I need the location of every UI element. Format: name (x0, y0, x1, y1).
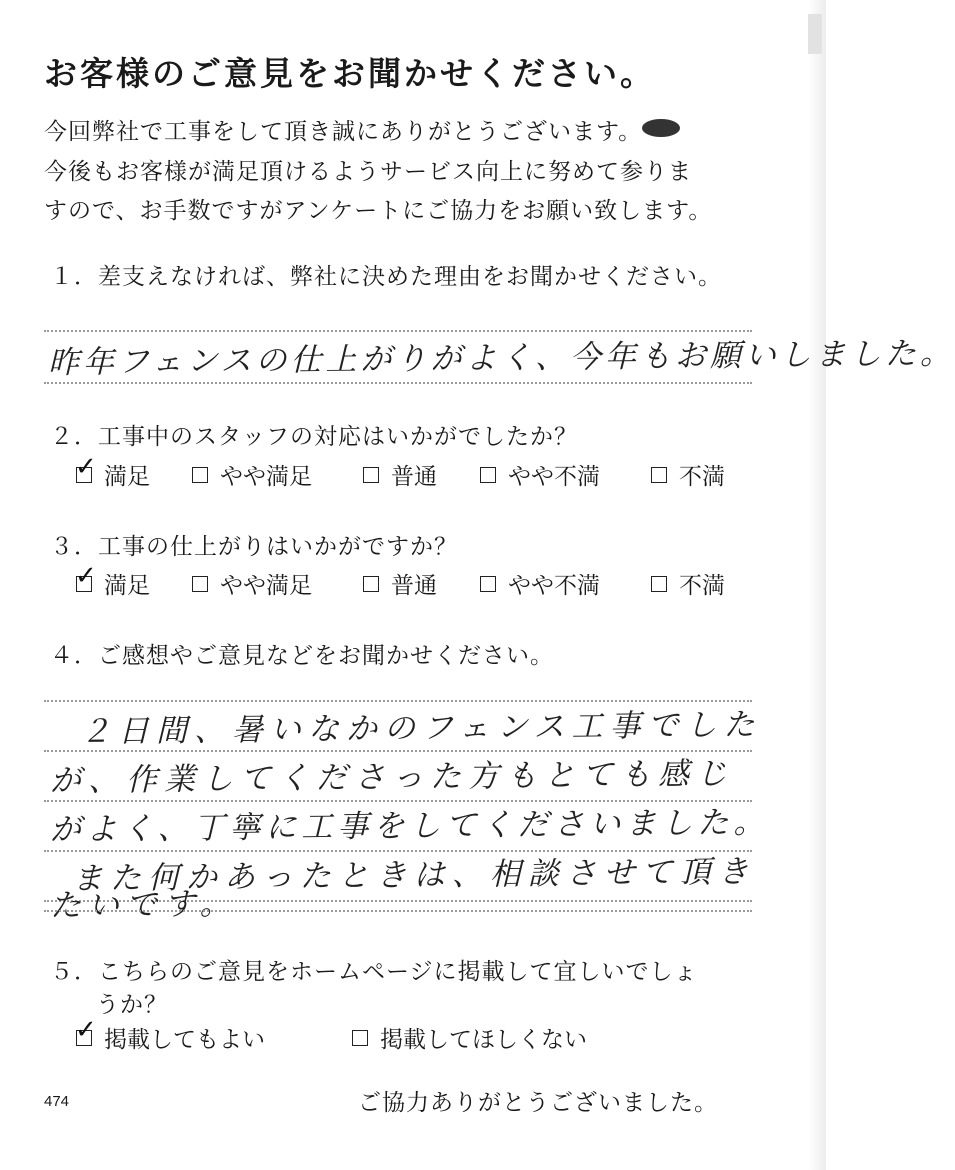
checkbox[interactable] (363, 467, 379, 483)
option-label: 不満 (679, 573, 725, 599)
question-4: ４．ご感想やご意見などをお聞かせください。 (50, 643, 554, 669)
checkbox[interactable] (192, 576, 208, 592)
page-number: 474 (44, 1093, 70, 1110)
scan-edge (808, 0, 826, 1170)
intro-line-1: 今回弊社で工事をして頂き誠にありがとうございます。 (44, 119, 643, 145)
option-label: 満足 (104, 573, 150, 599)
q3-option-neutral[interactable] (363, 567, 437, 600)
q2-option-satisfied[interactable] (75, 451, 150, 491)
q2-option-somewhat-dissatisfied[interactable] (480, 458, 600, 491)
q4-answer-line-5: たいです。 (49, 886, 238, 924)
checkbox[interactable] (651, 576, 667, 592)
checkbox[interactable] (363, 576, 379, 592)
q4-answer-line-4: また何かあったときは、相談させて頂き (71, 853, 756, 897)
intro-line-3: すので、お手数ですがアンケートにご協力をお願い致します。 (44, 198, 713, 224)
check-mark-icon: ✓ (75, 1014, 97, 1045)
option-label: 掲載してもよい (104, 1027, 265, 1053)
checkbox[interactable] (480, 576, 496, 592)
q4-answer-line-1: ２日間、暑いなかのフェンス工事でした (79, 706, 762, 750)
checkbox[interactable] (352, 1030, 368, 1046)
option-label: 不満 (679, 464, 725, 490)
closing-thanks: ご協力ありがとうございました。 (358, 1090, 718, 1116)
checkbox[interactable] (480, 467, 496, 483)
q3-option-somewhat-dissatisfied[interactable] (480, 567, 600, 600)
q4-answer-line-2: が、作業してくださった方もとても感じ (49, 755, 735, 799)
q3-option-dissatisfied[interactable] (651, 567, 725, 600)
checkbox[interactable] (75, 451, 97, 483)
checkbox[interactable] (192, 467, 208, 483)
question-3: ３．工事の仕上がりはいかがですか？ (50, 534, 458, 560)
question-2: ２．工事中のスタッフの対応はいかがでしたか？ (50, 424, 578, 450)
option-label: やや満足 (220, 573, 312, 599)
option-label: 普通 (391, 464, 437, 490)
question-5-line-2: うか？ (96, 992, 168, 1018)
dotted-rule (44, 910, 752, 912)
option-label: 掲載してほしくない (380, 1027, 587, 1053)
scan-mark (808, 14, 822, 54)
q5-option-ok-to-publish[interactable] (75, 1014, 265, 1054)
check-mark-icon: ✓ (75, 451, 97, 482)
option-label: やや満足 (220, 464, 312, 490)
option-label: やや不満 (508, 464, 600, 490)
dotted-rule (44, 382, 752, 384)
q2-option-dissatisfied[interactable] (651, 458, 725, 491)
intro-line-2: 今後もお客様が満足頂けるようサービス向上に努めて参りま (44, 159, 692, 185)
question-5-line-1: ５．こちらのご意見をホームページに掲載して宜しいでしょ (50, 959, 698, 985)
q1-handwritten-answer: 昨年フェンスの仕上がりがよく、今年もお願いしました。 (47, 335, 955, 381)
q3-option-satisfied[interactable] (75, 560, 150, 600)
q3-option-somewhat-satisfied[interactable] (192, 567, 312, 600)
option-label: 普通 (391, 573, 437, 599)
q2-option-somewhat-satisfied[interactable] (192, 458, 312, 491)
check-mark-icon: ✓ (75, 560, 97, 591)
checkbox[interactable] (651, 467, 667, 483)
page-title: お客様のご意見をお聞かせください。 (44, 54, 656, 93)
option-label: 満足 (104, 464, 150, 490)
question-1: １．差支えなければ、弊社に決めた理由をお聞かせください。 (50, 264, 722, 290)
checkbox[interactable] (75, 560, 97, 592)
checkbox[interactable] (75, 1014, 97, 1046)
q2-option-neutral[interactable] (363, 458, 437, 491)
q4-answer-line-3: がよく、丁寧に工事をしてくださいました。 (49, 804, 770, 848)
ink-smudge (642, 119, 680, 137)
q5-option-do-not-publish[interactable] (352, 1021, 587, 1054)
option-label: やや不満 (508, 573, 600, 599)
